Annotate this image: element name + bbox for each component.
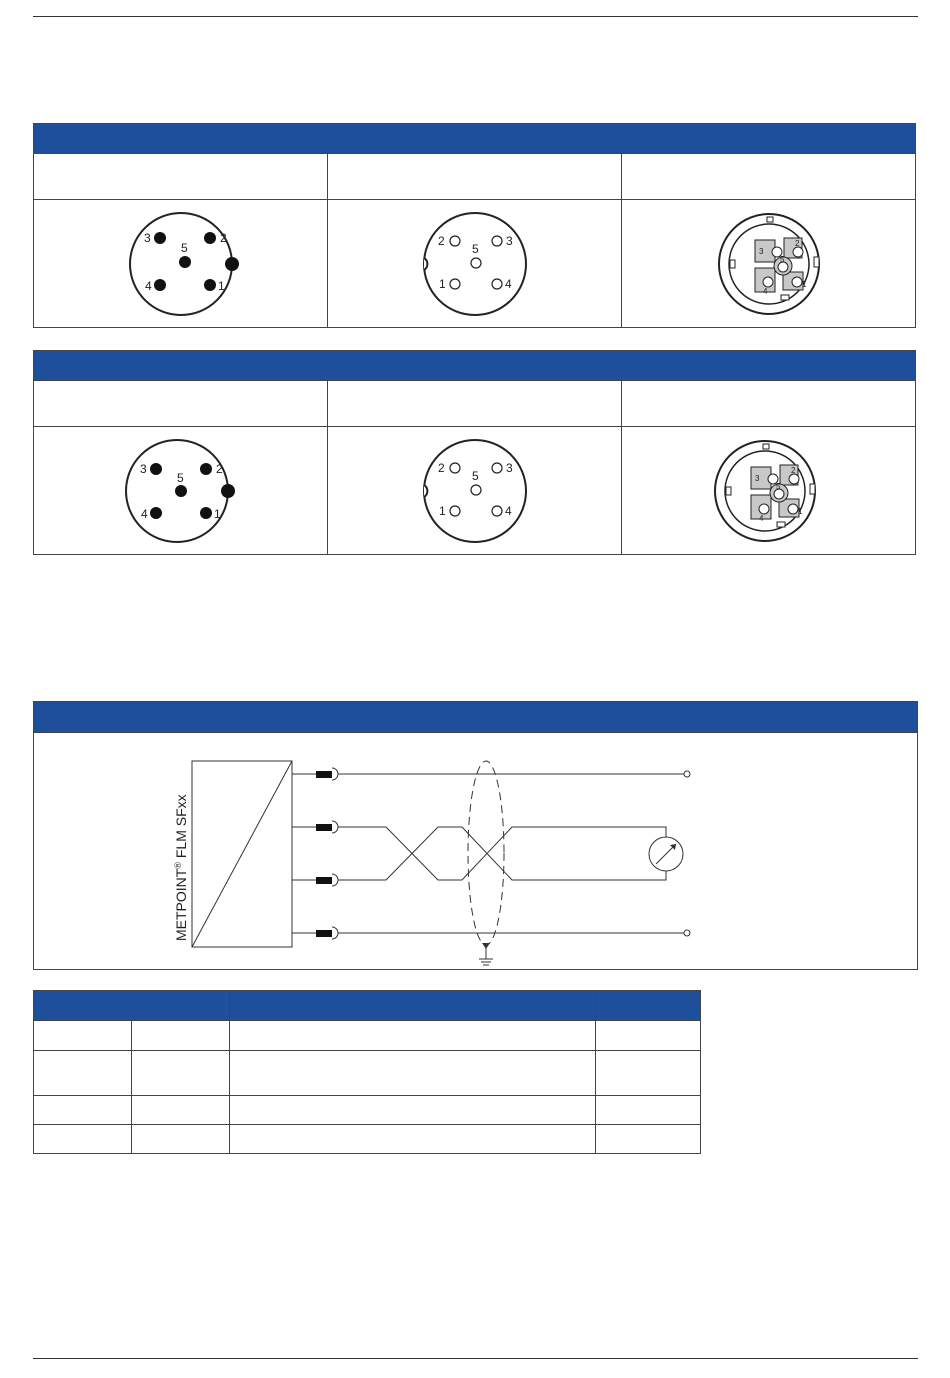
pin-label: 5 (176, 470, 184, 485)
pin-label: 3 (758, 246, 763, 256)
table-row (34, 1125, 701, 1154)
pin-label: 1 (213, 506, 221, 521)
female-connector-icon (415, 204, 535, 324)
male-connector-icon (121, 431, 241, 551)
pin-label: 3 (505, 233, 513, 248)
pin-label: 5 (180, 240, 188, 255)
pin-table-header (596, 991, 701, 1021)
pin-label: 3 (505, 460, 513, 475)
pin-table-header (34, 991, 230, 1021)
wiring-diagram-header (34, 702, 917, 733)
wiring-schematic (34, 733, 917, 969)
pin-label: 2 (437, 460, 445, 475)
pin-label: 1 (217, 278, 225, 293)
pin-label: 5 (471, 468, 479, 483)
table-row (34, 1096, 701, 1125)
pin-assignment-table (33, 990, 701, 1154)
pin-label: 3 (754, 473, 759, 483)
table-row (34, 1021, 701, 1051)
male-connector-icon (121, 204, 241, 324)
wiring-diagram (33, 701, 918, 970)
table-cell (132, 1096, 230, 1125)
pin-label: 2 (215, 461, 223, 476)
table-cell (596, 1096, 701, 1125)
female-connector-icon (415, 431, 535, 551)
pin-label: 4 (758, 513, 763, 523)
connector-table-1-header (34, 124, 916, 154)
table-cell (596, 1125, 701, 1154)
table-cell (34, 1125, 132, 1154)
table-cell (230, 1051, 596, 1096)
pin-label: 2 (219, 230, 227, 245)
pin-label: 2 (437, 233, 445, 248)
table-cell (132, 1051, 230, 1096)
pin-label: 1 (438, 276, 446, 291)
connector-label-plug (622, 154, 916, 200)
pin-label: 2 (790, 465, 795, 475)
table-cell (596, 1021, 701, 1051)
connector-label-female (328, 154, 622, 200)
table-cell (34, 1096, 132, 1125)
pin-label: 4 (140, 506, 148, 521)
pin-label: 4 (144, 278, 152, 293)
connector-label-male (34, 154, 328, 200)
table-cell (132, 1021, 230, 1051)
pin-label: 4 (504, 503, 512, 518)
pin-label: 1 (801, 279, 806, 289)
pin-label: 4 (762, 286, 767, 296)
connector-label-female (328, 381, 622, 427)
pin-label: 5 (779, 254, 784, 264)
table-cell (596, 1051, 701, 1096)
connector-table-2-header (34, 351, 916, 381)
pin-label: 5 (775, 481, 780, 491)
connector-table-2 (33, 350, 916, 555)
pin-label: 2 (794, 238, 799, 248)
header-rule (33, 16, 918, 17)
ammeter-icon (649, 837, 683, 871)
pin-label: 4 (504, 276, 512, 291)
table-cell (230, 1125, 596, 1154)
table-cell (230, 1096, 596, 1125)
connector-label-plug (622, 381, 916, 427)
pin-label: 3 (143, 230, 151, 245)
pin-label: 3 (139, 461, 147, 476)
pin-table-header (230, 991, 596, 1021)
pin-label: 1 (438, 503, 446, 518)
connector-table-1 (33, 123, 916, 328)
pin-label: 5 (471, 241, 479, 256)
table-cell (34, 1051, 132, 1096)
device-label: METPOINT® FLM SFxx (173, 794, 189, 941)
connector-label-male (34, 381, 328, 427)
plug-connector-icon (709, 204, 829, 324)
footer-rule (33, 1358, 918, 1359)
pin-label: 1 (797, 506, 802, 516)
table-cell (132, 1125, 230, 1154)
table-cell (34, 1021, 132, 1051)
table-row (34, 1051, 701, 1096)
table-cell (230, 1021, 596, 1051)
plug-connector-icon (709, 431, 829, 551)
